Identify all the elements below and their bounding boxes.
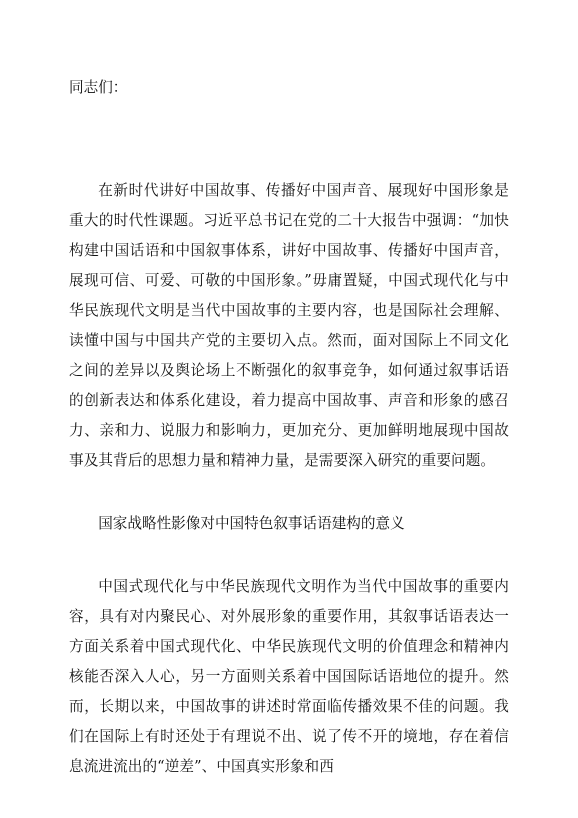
body-paragraph-1: 在新时代讲好中国故事、传播好中国声音、展现好中国形象是重大的时代性课题。习近平总书记在党的二十大报告中强调：“加快构建中国话语和中国叙事体系，讲好中国故事、传播好中国声音，展现可信、可爱、可敬的中国形象。”毋庸置疑，中国式现代化与中华民族现代文明是当代中国故事的主要内容，也是国际社会理解、读懂中国与中国共产党的主要切入点。然而，面对国际上不同文化之间的差异以及舆论场上不断强化的叙事竞争，如何通过叙事话语的创新表达和体系化建设，着力提高中国故事、声音和形象的感召力、亲和力、说服力和影响力，更加充分、更加鲜明地展现中国故事及其背后的思想力量和精神力量，是需要深入研究的重要问题。: [69, 182, 509, 469]
salutation: 同志们：: [69, 79, 128, 96]
body-paragraph-2: 中国式现代化与中华民族现代文明作为当代中国故事的重要内容，具有对内聚民心、对外展形象的重要作用，其叙事话语表达一方面关系着中国式现代化、中华民族现代文明的价值理念和精神内核能否深入人心，另一方面则关系着中国国际话语地位的提升。然而，长期以来，中国故事的讲述时常面临传播效果不佳的问题。我们在国际上有时还处于有理说不出、说了传不开的境地，存在着信息流进流出的“逆差”、中国真实形象和西: [69, 578, 509, 775]
section-heading: 国家战略性影像对中国特色叙事话语建构的意义: [98, 515, 405, 532]
